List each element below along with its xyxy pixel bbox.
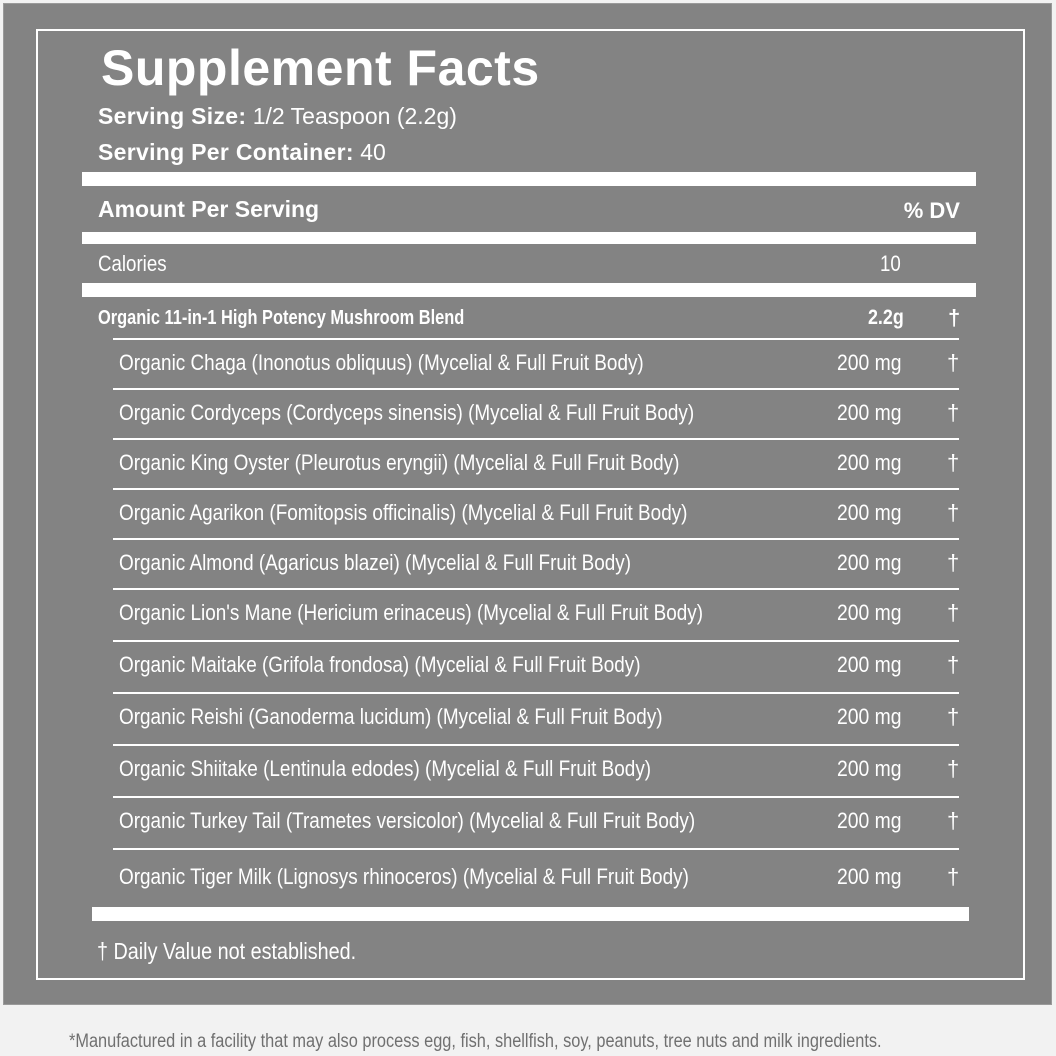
ingredient-amount: 200 mg xyxy=(837,600,902,625)
ingredient-row xyxy=(113,744,959,796)
ingredient-row xyxy=(113,388,959,438)
ingredient-amount: 200 mg xyxy=(837,704,902,729)
ingredient-amount: 200 mg xyxy=(837,756,902,781)
ingredient-amount: 200 mg xyxy=(837,652,902,677)
ingredient-dv: † xyxy=(947,600,960,625)
ingredient-dv: † xyxy=(947,350,960,375)
allergen-note: *Manufactured in a facility that may also process egg, fish, shellfish, soy, peanuts, tree nuts and milk ingredients. xyxy=(69,1031,882,1052)
ingredient-dv: † xyxy=(947,550,960,575)
ingredient-row xyxy=(113,438,959,488)
ingredient-name: Organic Tiger Milk (Lignosys rhinoceros) (Mycelial & Full Fruit Body) xyxy=(119,864,689,889)
thick-divider xyxy=(92,907,969,921)
thick-divider xyxy=(82,232,976,244)
ingredient-row xyxy=(113,338,959,388)
ingredient-name: Organic Turkey Tail (Trametes versicolor) (Mycelial & Full Fruit Body) xyxy=(119,808,696,833)
ingredient-dv: † xyxy=(947,704,960,729)
ingredient-name: Organic Shiitake (Lentinula edodes) (Mycelial & Full Fruit Body) xyxy=(119,756,652,781)
calories-value: 10 xyxy=(880,251,901,276)
thick-divider xyxy=(82,172,976,186)
ingredient-dv: † xyxy=(947,864,960,889)
ingredient-row xyxy=(113,538,959,588)
calories-label: Calories xyxy=(98,251,167,276)
blend-name: Organic 11-in-1 High Potency Mushroom Blend xyxy=(98,307,465,329)
amount-per-serving-header: Amount Per Serving xyxy=(98,196,320,222)
servings-per-container-label: Serving Per Container: xyxy=(98,139,354,165)
ingredient-amount: 200 mg xyxy=(837,350,902,375)
ingredient-dv: † xyxy=(947,400,960,425)
ingredient-amount: 200 mg xyxy=(837,450,902,475)
ingredient-row xyxy=(113,796,959,848)
ingredient-name: Organic Reishi (Ganoderma lucidum) (Mycelial & Full Fruit Body) xyxy=(119,704,663,729)
servings-per-container-value: 40 xyxy=(353,139,386,165)
ingredient-row xyxy=(113,692,959,744)
blend-dv-dagger: † xyxy=(948,305,961,330)
ingredient-dv: † xyxy=(947,808,960,833)
daily-value-note: † Daily Value not established. xyxy=(97,938,357,964)
blend-amount: 2.2g xyxy=(868,306,904,329)
serving-size-value: 1/2 Teaspoon (2.2g) xyxy=(246,103,457,129)
ingredient-name: Organic Cordyceps (Cordyceps sinensis) (Mycelial & Full Fruit Body) xyxy=(119,400,695,425)
ingredient-row xyxy=(113,640,959,692)
ingredient-name: Organic Lion's Mane (Hericium erinaceus) (Mycelial & Full Fruit Body) xyxy=(119,600,704,625)
dv-header: % DV xyxy=(903,198,960,223)
servings-per-container xyxy=(98,138,386,166)
ingredient-amount: 200 mg xyxy=(837,400,902,425)
ingredient-name: Organic Chaga (Inonotus obliquus) (Mycelial & Full Fruit Body) xyxy=(119,350,644,375)
ingredient-name: Organic Maitake (Grifola frondosa) (Mycelial & Full Fruit Body) xyxy=(119,652,641,677)
ingredient-amount: 200 mg xyxy=(837,500,902,525)
ingredient-amount: 200 mg xyxy=(837,808,902,833)
ingredient-dv: † xyxy=(947,652,960,677)
ingredient-dv: † xyxy=(947,500,960,525)
ingredient-list xyxy=(113,338,959,904)
ingredient-name: Organic King Oyster (Pleurotus eryngii) (Mycelial & Full Fruit Body) xyxy=(119,450,680,475)
ingredient-dv: † xyxy=(947,450,960,475)
thick-divider xyxy=(82,283,976,297)
ingredient-amount: 200 mg xyxy=(837,550,902,575)
ingredient-name: Organic Agarikon (Fomitopsis officinalis) (Mycelial & Full Fruit Body) xyxy=(119,500,688,525)
ingredient-amount: 200 mg xyxy=(837,864,902,889)
serving-size xyxy=(98,102,457,130)
ingredient-dv: † xyxy=(947,756,960,781)
ingredient-row xyxy=(113,588,959,640)
ingredient-name: Organic Almond (Agaricus blazei) (Mycelial & Full Fruit Body) xyxy=(119,550,632,575)
label-title: Supplement Facts xyxy=(101,40,540,96)
ingredient-row xyxy=(113,488,959,538)
ingredient-row xyxy=(113,848,959,904)
serving-size-label: Serving Size: xyxy=(98,103,247,129)
